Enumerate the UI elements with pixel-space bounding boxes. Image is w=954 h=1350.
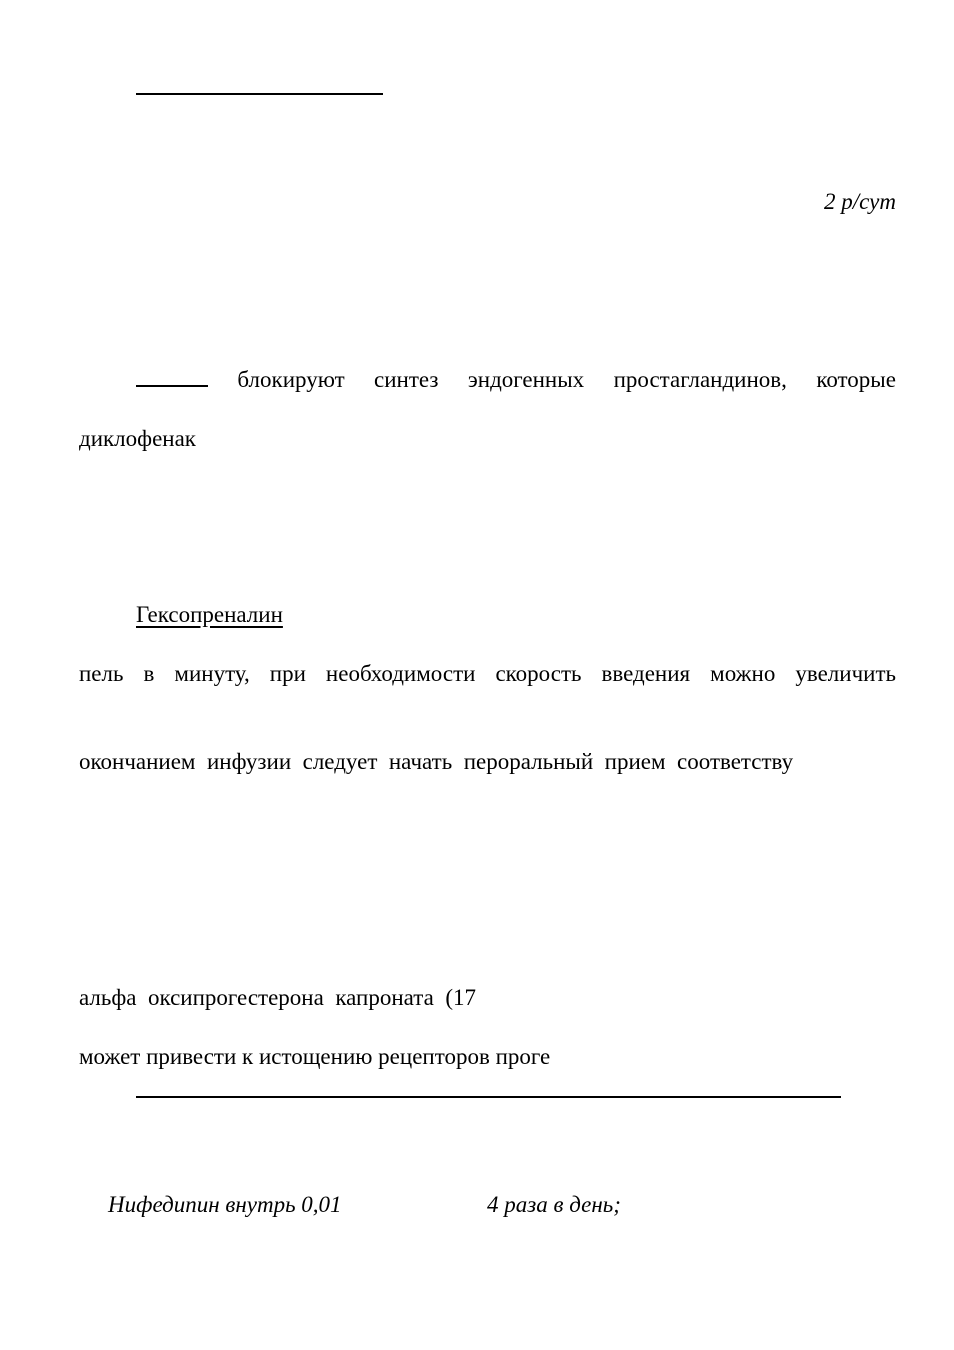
- nifedipine-dose: Нифедипин внутрь 0,01: [108, 1192, 342, 1217]
- word: которые: [816, 367, 896, 392]
- word: скорость: [495, 661, 582, 686]
- paragraph-line-oxyprogesterone: альфа оксипрогестерона капроната (17: [79, 985, 476, 1010]
- word: введения: [601, 661, 691, 686]
- drug-name-diclofenac: диклофенак: [79, 426, 196, 451]
- top-rule: [136, 93, 383, 95]
- blank-underline: [136, 385, 208, 387]
- paragraph-line-receptor-depletion: может привести к истощению рецепторов проге: [79, 1044, 551, 1069]
- dosage-frequency: 2 р/сут: [823, 189, 896, 214]
- word: блокируют: [237, 367, 345, 392]
- word: пель: [79, 661, 124, 686]
- word: эндогенных: [467, 367, 585, 392]
- paragraph-line-oral-intake: окончанием инфузии следует начать пероральный прием соответству: [79, 749, 794, 774]
- word: простагландинов,: [613, 367, 787, 392]
- paragraph-line-infusion-rate: [79, 660, 896, 688]
- word: необходимости: [325, 661, 476, 686]
- heading-hexoprenaline: Гексопреналин: [136, 602, 283, 627]
- word: увеличить: [795, 661, 896, 686]
- section-rule: [136, 1096, 841, 1098]
- paragraph-line-nsaid: [136, 366, 896, 394]
- word: в: [143, 661, 155, 686]
- word: можно: [710, 661, 776, 686]
- nifedipine-frequency: 4 раза в день;: [487, 1192, 621, 1217]
- word: минуту,: [174, 661, 250, 686]
- word: синтез: [374, 367, 439, 392]
- word: при: [269, 661, 306, 686]
